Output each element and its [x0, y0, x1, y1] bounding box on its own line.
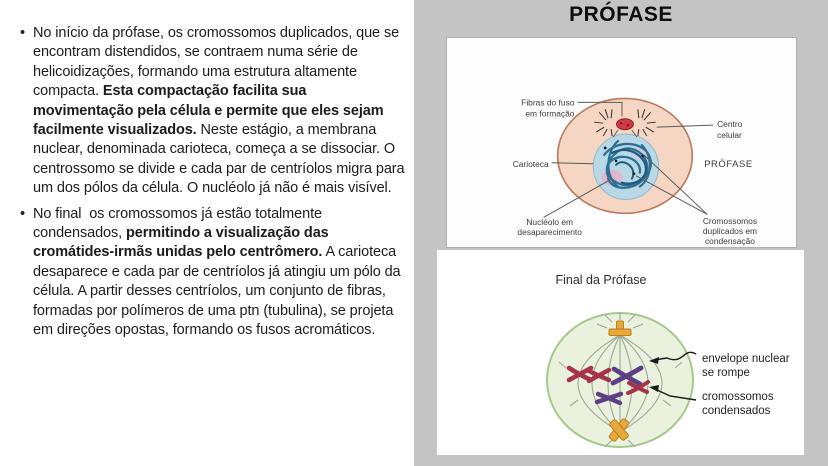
label-condensados-line1: cromossomos [702, 391, 774, 403]
label-fibras-line1: Fibras do fuso [521, 97, 575, 108]
label-fibras-line2: em formação [525, 108, 575, 119]
bullet-list [20, 24, 407, 341]
label-envelope-line2: se rompe [702, 367, 750, 379]
final-prophase-illustration [437, 250, 804, 455]
bullet-1-pre: No início da prófase, os cromossomos duplicados, que se encontram distendidos, se contraem numa série de helicoidizações, formando uma estrutura altamente compacta. [33, 25, 403, 100]
bullet-text-2 [33, 205, 407, 341]
bullet-text-1 [33, 24, 407, 199]
bullet-item-2 [20, 205, 407, 341]
slide-title: PRÓFASE [569, 3, 673, 26]
bullet-marker: • [20, 205, 25, 222]
right-panel [414, 0, 828, 466]
label-carioteca: Carioteca [512, 158, 549, 169]
centriole-dot [627, 124, 629, 126]
label-centro-line2: celular [717, 130, 742, 141]
label-cromossomos-line3: condensação [704, 236, 755, 247]
label-stage-profase: PRÓFASE [704, 157, 753, 169]
bullet-2-post: A carioteca desaparece e cada par de centríolos já atingiu um pólo da célula. A partir desses centríolos, um conjunto de fibras, formadas por polímeros de uma ptn (tubulina), se projeta em direções opostas, formando os fusos acromáticos. [33, 244, 405, 339]
label-envelope-line1: envelope nuclear [702, 353, 790, 365]
bullet-2-pre: No final os cromossomos já estão totalmente condensados, [33, 205, 326, 242]
centriole-dot [620, 122, 622, 124]
prophase-diagram-box [446, 37, 797, 248]
prophase-cell-illustration [447, 38, 796, 247]
final-prophase-diagram-box [437, 250, 804, 455]
bullet-1-post: Neste estágio, a membrana nuclear, denominada carioteca, começa a se dissociar. O centrossomo se divide e cada par de centríolos migra para um dos pólos da célula. O nucléolo já não é mais visível. [33, 122, 409, 197]
label-condensados-line2: condensados [702, 405, 771, 417]
final-prophase-heading: Final da Prófase [555, 273, 647, 287]
bullet-marker: • [20, 25, 25, 41]
label-centro-line1: Centro [717, 119, 743, 130]
bullet-1-bold: Esta compactação facilita sua movimentação pela célula e permite que eles sejam facilmente visualizados. [33, 83, 388, 139]
label-cromossomos-line1: Cromossomos [702, 216, 758, 227]
label-nucleolo-line1: Nucléolo em [526, 217, 574, 228]
centrosome-icon [617, 119, 634, 130]
bullet-item-1 [20, 24, 407, 199]
bullet-2-bold: permitindo a visualização das cromátides-irmãs unidas pelo centrômero. [33, 225, 333, 261]
label-nucleolo-line2: desaparecimento [517, 227, 582, 238]
label-cromossomos-line2: duplicados em [702, 226, 758, 237]
